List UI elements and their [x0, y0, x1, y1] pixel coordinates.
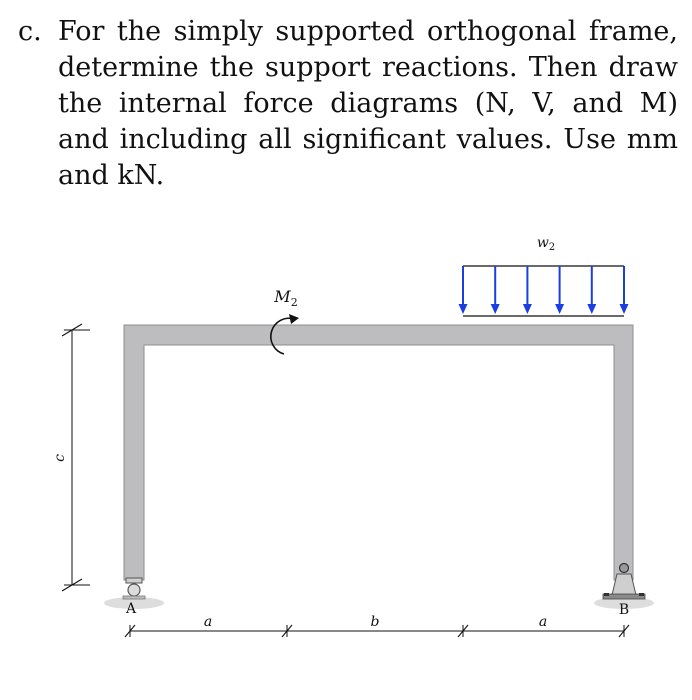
- support-b-pin: [603, 564, 645, 600]
- problem-marker: c.: [18, 16, 42, 47]
- support-b-label: B: [618, 602, 630, 618]
- roller-wheel-icon: [128, 584, 140, 596]
- load-arrow-icon: [491, 266, 500, 314]
- problem-text: For the simply supported orthogonal frame, determine the support reactions. Then draw the internal force diagrams (N, V, and M) and including all significant values. Use mm and kN.: [58, 16, 678, 191]
- pin-hinge-icon: [620, 564, 629, 573]
- dim-middle-label: b: [370, 614, 380, 630]
- dimension-height: [52, 324, 90, 591]
- dimension-horizontal: [125, 614, 629, 637]
- frame: [124, 325, 633, 580]
- roller-pedestal: [126, 578, 142, 583]
- load-arrow-icon: [555, 266, 564, 314]
- pin-base-bolt-right: [639, 593, 644, 596]
- load-arrow-icon: [620, 266, 629, 314]
- dim-left-label: a: [203, 614, 213, 630]
- moment-label: $M_2$: [274, 287, 298, 309]
- load-arrow-icon: [587, 266, 596, 314]
- ground: [104, 597, 654, 609]
- moment-arrowhead-icon: [289, 314, 299, 324]
- pin-base-bolt-left: [604, 593, 609, 596]
- support-a-label: A: [125, 601, 137, 617]
- support-a-roller: [123, 578, 145, 599]
- load-arrow-icon: [459, 266, 468, 314]
- dim-right-label: a: [538, 614, 548, 630]
- load-arrow-icon: [523, 266, 532, 314]
- pin-base: [603, 594, 645, 599]
- distributed-load: [459, 235, 629, 316]
- roller-base: [123, 596, 145, 599]
- frame-member: [124, 325, 633, 580]
- load-arrows: [459, 266, 629, 314]
- dim-height-label: c: [52, 454, 68, 462]
- load-label: $w_2$: [536, 235, 556, 253]
